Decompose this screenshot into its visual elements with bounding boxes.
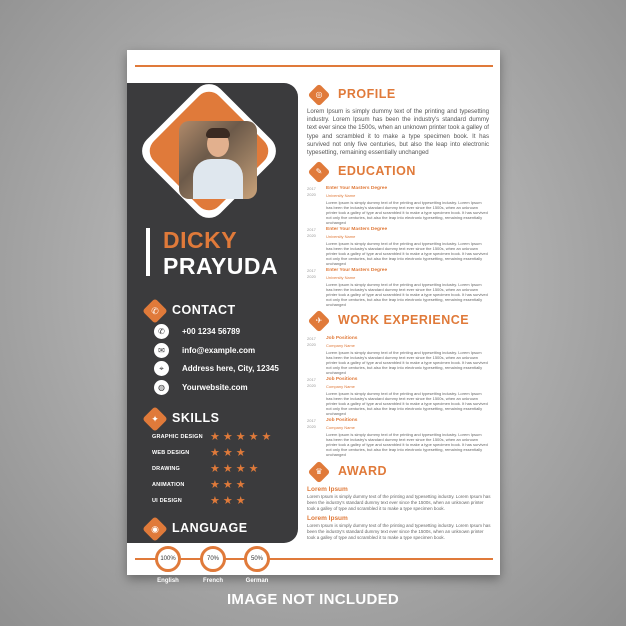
entry-subtitle: University Name — [326, 233, 356, 239]
entry-description: Lorem Ipsum is simply dummy text of the printing and typesetting industry. Lorem Ipsum has been the industry's standard dummy text ever since the 1500s, when an unknown printer took a galley of type and scrambled it to make a type specimen book. It has survived not only five centuries, but also the leap into electronic typesetting, remaining essentially unchanged — [326, 390, 488, 417]
skill-row — [152, 497, 292, 507]
contact-email-text: info@example.com — [182, 345, 256, 355]
globe-icon: ◍ — [154, 380, 169, 395]
skill-row — [152, 465, 292, 475]
language-name: English — [157, 578, 179, 584]
sidebar — [127, 83, 298, 584]
entry-description: Lorem Ipsum is simply dummy text of the printing and typesetting industry. Lorem Ipsum has been the industry's standard dummy text ever since the 1500s, when an unknown printer took a galley of type and scrambled it to make a type specimen book. It has survived not only five centuries, but also the leap into electronic typesetting, remaining essentially unchanged — [326, 431, 488, 458]
profile-section-icon: ◎ — [308, 84, 331, 107]
language-french — [199, 546, 227, 584]
entry-subtitle: University Name — [326, 274, 356, 280]
skill-row — [152, 481, 292, 491]
skill-row — [152, 433, 292, 443]
entry-title: Job Positions — [326, 377, 358, 382]
skill-stars: ★★★ — [210, 495, 249, 507]
language-percent-ring: 70% — [200, 546, 226, 572]
entry-title: Job Positions — [326, 336, 358, 341]
mail-icon: ✉ — [154, 343, 169, 358]
language-percent-ring: 50% — [244, 546, 270, 572]
work-heading: WORK EXPERIENCE — [338, 313, 470, 327]
skill-stars: ★★★ — [210, 447, 249, 459]
language-german — [243, 546, 271, 584]
entry-years: 2017 2020 — [307, 227, 316, 238]
last-name: PRAYUDA — [163, 253, 279, 279]
skills-section-icon: ✦ — [142, 406, 167, 431]
entry-subtitle: Company Name — [326, 342, 355, 348]
entry-description: Lorem Ipsum is simply dummy text of the printing and typesetting industry. Lorem Ipsum has been the industry's standard dummy text ever since the 1500s, when an unknown printer took a galley of type and scrambled it to make a type specimen book. It has survived not only five centuries, but also the leap into electronic typesetting, remaining essentially unchanged — [326, 240, 488, 267]
entry-subtitle: University Name — [326, 192, 356, 198]
entry-years: 2017 2020 — [307, 186, 316, 197]
contact-section-icon: ✆ — [142, 298, 167, 323]
profile-text: Lorem Ipsum is simply dummy text of the printing and typesetting industry. Lorem Ipsum has been the industry's standard dummy text ever since the 1500s, when an unknown printer took a galley of type and scrambled it to make a type specimen book. It has survived not only five centuries, but also the leap into electronic typesetting, remaining essentially unchanged — [307, 108, 489, 157]
contact-website — [154, 379, 248, 395]
entry-subtitle: Company Name — [326, 383, 355, 389]
award-title: Lorem Ipsum — [307, 515, 348, 522]
entry-title: Job Positions — [326, 418, 358, 423]
entry-years: 2017 2020 — [307, 336, 316, 347]
skills-heading: SKILLS — [172, 411, 220, 425]
entry-years: 2017 2020 — [307, 268, 316, 279]
contact-heading: CONTACT — [172, 303, 236, 317]
location-icon: ⌖ — [154, 361, 169, 376]
profile-photo — [179, 121, 257, 199]
language-percent-ring: 100% — [155, 546, 181, 572]
contact-email — [154, 342, 255, 358]
award-heading: AWARD — [338, 464, 388, 478]
name-accent-bar — [146, 228, 150, 276]
language-section-icon: ◉ — [142, 516, 167, 541]
image-not-included-caption: IMAGE NOT INCLUDED — [226, 591, 400, 608]
contact-address — [154, 360, 279, 376]
entry-description: Lorem Ipsum is simply dummy text of the printing and typesetting industry. Lorem Ipsum has been the industry's standard dummy text ever since the 1500s, when an unknown printer took a galley of type and scrambled it to make a type specimen book. It has survived not only five centuries, but also the leap into electronic typesetting, remaining essentially unchanged — [326, 199, 488, 226]
first-name: DICKY — [163, 227, 238, 253]
bottom-accent-line — [135, 558, 493, 560]
profile-heading: PROFILE — [338, 87, 396, 101]
entry-description: Lorem Ipsum is simply dummy text of the printing and typesetting industry. Lorem Ipsum has been the industry's standard dummy text ever since the 1500s, when an unknown printer took a galley of type and scrambled it to make a type specimen book. It has survived not only five centuries, but also the leap into electronic typesetting, remaining essentially unchanged — [326, 349, 488, 376]
skill-row — [152, 449, 292, 459]
award-description: Lorem Ipsum is simply dummy text of the printing and typesetting industry. Lorem Ipsum has been the industry's standard dummy text ever since the 1500s, when an unknown printer took a galley of type and scrambled it to make a type specimen book. — [307, 523, 491, 540]
contact-website-text: Yourwebsite.com — [182, 382, 248, 392]
entry-years: 2017 2020 — [307, 418, 316, 429]
entry-title: Enter Your Masters Degree — [326, 227, 388, 232]
award-entry — [307, 515, 491, 540]
skill-stars: ★★★★ — [210, 463, 262, 475]
skill-name: DRAWING — [152, 466, 180, 472]
education-section-icon: ✎ — [308, 161, 331, 184]
entry-title: Enter Your Masters Degree — [326, 268, 388, 273]
award-title: Lorem Ipsum — [307, 486, 348, 493]
top-accent-line — [135, 65, 493, 67]
education-heading: EDUCATION — [338, 164, 416, 178]
skill-name: UI DESIGN — [152, 498, 182, 504]
award-entry — [307, 486, 491, 511]
entry-subtitle: Company Name — [326, 424, 355, 430]
work-section-icon: ✈ — [308, 310, 331, 333]
language-name: French — [202, 578, 223, 584]
skill-name: WEB DESIGN — [152, 450, 190, 456]
entry-title: Enter Your Masters Degree — [326, 186, 388, 191]
skill-name: GRAPHIC DESIGN — [152, 434, 203, 440]
contact-phone-text: +00 1234 56789 — [182, 326, 241, 336]
contact-address-text: Address here, City, 12345 — [182, 363, 279, 373]
language-english — [154, 546, 182, 584]
award-section-icon: ♛ — [308, 461, 331, 484]
award-description: Lorem Ipsum is simply dummy text of the printing and typesetting industry. Lorem Ipsum has been the industry's standard dummy text ever since the 1500s, when an unknown printer took a galley of type and scrambled it to make a type specimen book. — [307, 494, 491, 511]
language-name: German — [245, 578, 269, 584]
skill-stars: ★★★ — [210, 479, 249, 491]
entry-years: 2017 2020 — [307, 377, 316, 388]
entry-description: Lorem Ipsum is simply dummy text of the printing and typesetting industry. Lorem Ipsum has been the industry's standard dummy text ever since the 1500s, when an unknown printer took a galley of type and scrambled it to make a type specimen book. It has survived not only five centuries, but also the leap into electronic typesetting, remaining essentially unchanged — [326, 281, 488, 308]
contact-phone — [154, 323, 240, 339]
language-heading: LANGUAGE — [172, 521, 248, 535]
resume-sheet — [127, 50, 500, 584]
skill-stars: ★★★★★ — [210, 431, 275, 443]
skill-name: ANIMATION — [152, 482, 185, 488]
phone-icon: ✆ — [154, 324, 169, 339]
